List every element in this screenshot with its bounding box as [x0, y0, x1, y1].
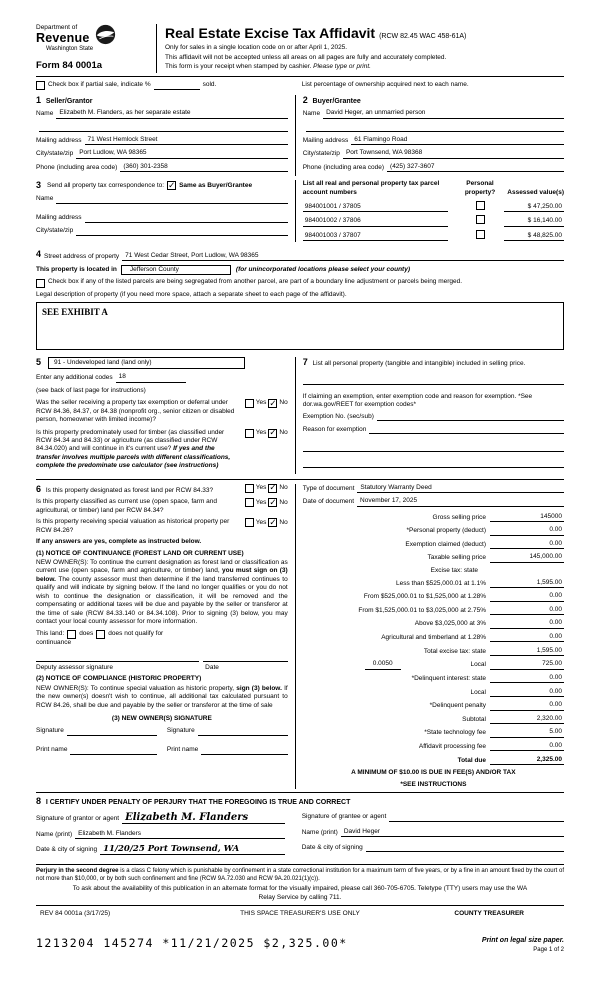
continuance-qualify-row — [36, 630, 288, 639]
buyer-phone-field[interactable]: (425) 327-3607 — [387, 163, 564, 172]
grantee-printname-label: Name (print) — [301, 828, 338, 836]
form-title-rcw: (RCW 82.45 WAC 458-61A) — [379, 33, 467, 40]
exemption-deduct-field[interactable]: 0.00 — [490, 540, 564, 549]
parcel-2-personal-checkbox[interactable] — [476, 215, 485, 224]
tech-fee-field[interactable]: 5.00 — [490, 728, 564, 737]
section7-number: 7 — [302, 356, 308, 367]
corr-mailing-label: Mailing address — [36, 214, 82, 222]
notice2-body-c: If the new owner(s) doesn't wish to continue, all additional tax calculated pursuant to RCW 84.26, shall be due and payable by the seller or transferor at the time of sale — [36, 684, 288, 709]
corr-name-label: Name — [36, 195, 54, 203]
s5-q2-text-b: If yes and the transfer involves multiple parcels with different classifications, complete the predominate use calculator (see instructions) — [36, 445, 231, 470]
legal-size-note: Print on legal size paper. — [481, 937, 564, 945]
s6-q3-no-checkbox[interactable] — [268, 518, 277, 527]
new-owner-printname-1-field[interactable] — [70, 746, 156, 755]
section3-number: 3 — [36, 180, 42, 191]
tier4-field[interactable]: 0.00 — [490, 619, 564, 628]
gross-field[interactable]: 145000 — [490, 513, 564, 522]
header-note-2: This affidavit will not be accepted unless all areas on all pages are fully and accurately completed. — [165, 53, 447, 61]
corr-city-field[interactable] — [76, 227, 288, 236]
partial-sale-checkbox[interactable] — [36, 81, 45, 90]
tax-row-delinq-int-state — [303, 674, 564, 683]
tier2-label: From $525,000.01 to $1,525,000 at 1.28% — [363, 593, 486, 601]
alt-format-note: To ask about the availability of this publication in an alternate format for the visually impaired, please call 360-705-6705. Teletype (TTY) users may use the WA Relay Service by calling 711. — [72, 885, 528, 901]
segregated-label: Check box if any of the listed parcels are being segregated from another parcel, are part of a boundary line adjustment or parcels being merged. — [48, 278, 463, 286]
land-does-qualify-checkbox[interactable] — [67, 630, 76, 639]
exemption-no-field[interactable] — [377, 412, 564, 421]
new-owner-signature-row — [36, 727, 288, 736]
notice1-body-c: The county assessor must then determine if the land transferred continues to qualify and will indicate by signing below. If the land no longer qualifies or you do not wish to continue the designation or classification, it will be removed and the compensating or additional taxes will be due and payable by the seller or transferor at the time of sale (RCW 84.33.140 or 84.34.108). Prior to signing (3) below, you may contact your local county assessor for more information. — [36, 575, 288, 626]
no-label: No — [279, 498, 288, 506]
form-header — [36, 24, 564, 73]
tax-row-delinq-int-local — [303, 688, 564, 697]
s6-q1-label: Is this property designated as forest land per RCW 84.33? — [45, 486, 214, 494]
delinq-int-local-field[interactable]: 0.00 — [490, 688, 564, 697]
seller-city-label: City/state/zip — [36, 150, 74, 158]
reason-label: Reason for exemption — [302, 426, 367, 434]
section6-number: 6 — [36, 483, 42, 494]
dept-text — [36, 24, 93, 53]
print-name-label: Print name — [166, 746, 199, 754]
s6-q2-no-checkbox[interactable] — [268, 498, 277, 507]
total-state-label: Total excise tax: state — [423, 647, 486, 655]
grantor-printname-field[interactable]: Elizabeth M. Flanders — [75, 830, 285, 839]
form-title: Real Estate Excise Tax Affidavit — [165, 25, 376, 41]
grantee-date-field[interactable] — [366, 843, 564, 852]
tier3-label: From $1,525,000.01 to $3,025,000 at 2.75% — [358, 606, 486, 614]
parcel-value-field[interactable]: $ 16,140.00 — [504, 217, 564, 226]
county-note: (for unincorporated locations please select your county) — [235, 266, 410, 274]
property-section — [36, 249, 564, 350]
seller-name-field[interactable]: Elizabeth M. Flanders, as her separate estate — [56, 109, 287, 118]
county-treasurer-label: COUNTY TREASURER — [454, 910, 524, 918]
no-label: No — [279, 483, 288, 491]
correspondence-section — [36, 180, 295, 242]
does-label: does — [79, 629, 94, 637]
seller-phone-field[interactable]: (360) 301-2358 — [120, 163, 287, 172]
buyer-section — [295, 95, 564, 176]
use-code-personal-property-row — [36, 357, 564, 474]
section8-number: 8 — [36, 796, 42, 807]
footer-info-row — [36, 910, 564, 920]
buyer-mailing-label: Mailing address — [302, 136, 349, 144]
yes-label: Yes — [255, 498, 267, 506]
certification-section — [36, 792, 564, 859]
new-owner-printname-row — [36, 746, 288, 755]
if-yes-note: If any answers are yes, complete as instructed below. — [36, 538, 202, 546]
subtotal-label: Subtotal — [462, 715, 486, 723]
print-name-label: Print name — [36, 746, 68, 754]
treasurer-stamp-row — [36, 936, 564, 955]
tax-row-exemption — [303, 540, 564, 549]
delinq-int-local-label: Local — [470, 688, 486, 696]
partial-sale-percent-field[interactable] — [154, 82, 200, 90]
yes-label: Yes — [255, 483, 267, 491]
tax-row-subtotal — [303, 715, 564, 724]
parcel-col2-header: Personal property? — [464, 180, 496, 196]
perjury-note-rest: is a class C felony which is punishable by confinement in a state correctional institution for a maximum term of five years, or by a fine in an amount fixed by the court of not more than $10,000, or by both such confinement and fine (RCW 9A.72.030 and RCW 9A.20.021(1)(c)). — [36, 867, 565, 882]
gross-label: Gross selling price — [432, 513, 486, 521]
header-note-3b: Please type or print. — [313, 63, 371, 71]
tax-row-total-due — [303, 756, 564, 765]
no-label: No — [279, 428, 288, 436]
delinq-int-state-label: *Delinquent interest: state — [411, 674, 486, 682]
processing-fee-label: Affidavit processing fee — [418, 743, 486, 751]
s6-q1-no-checkbox[interactable] — [268, 484, 277, 493]
parcel-col1-header: List all real and personal property tax parcel account numbers — [302, 180, 440, 196]
buyer-city-label: City/state/zip — [302, 150, 340, 158]
title-block — [156, 24, 564, 73]
s6-q2-text: Is this property classified as current use (open space, farm and agricultural, or timber) land per RCW 84.34? — [36, 498, 218, 514]
footer-divider-2 — [36, 905, 564, 906]
corr-mailing-field[interactable] — [85, 214, 288, 223]
land-does-not-qualify-checkbox[interactable] — [96, 630, 105, 639]
s6-q1-yes-checkbox[interactable] — [245, 484, 254, 493]
new-owner-signature-1-field[interactable] — [67, 727, 157, 736]
parcel-col3-header: Assessed value(s) — [507, 188, 564, 196]
taxable-label: Taxable selling price — [427, 554, 486, 562]
treasurer-stamp: 1213204 145274 *11/21/2025 $2,325.00* — [36, 936, 348, 951]
parcel-row — [303, 213, 564, 227]
parcel-value-field[interactable]: $ 48,825.00 — [504, 232, 564, 241]
subtotal-field[interactable]: 2,320.00 — [490, 715, 564, 724]
parties-row — [36, 95, 564, 176]
s6-q2-yes-checkbox[interactable] — [245, 498, 254, 507]
same-as-buyer-checkbox[interactable] — [167, 181, 176, 190]
grantor-printname-label: Name (print) — [36, 830, 73, 838]
delinq-penalty-label: *Delinquent penalty — [429, 702, 486, 710]
tax-row-tier1 — [303, 579, 564, 588]
header-note-1: Only for sales in a single location code on or after April 1, 2025. — [165, 44, 348, 52]
buyer-mailing-field[interactable]: 61 Flamingo Road — [351, 136, 564, 145]
additional-codes-label: Enter any additional codes — [36, 374, 113, 382]
processing-fee-field[interactable]: 0.00 — [490, 742, 564, 751]
new-owner-signature-2-field[interactable] — [198, 727, 288, 736]
rev-number: REV 84 0001a (3/17/25) — [40, 910, 111, 918]
notice2-body-a: NEW OWNER(S): To continue special valuation as historic property, — [36, 684, 235, 692]
section4-number: 4 — [36, 249, 42, 260]
street-address-field[interactable]: 71 West Cedar Street, Port Ludlow, WA 98365 — [122, 252, 564, 261]
header-note-3 — [165, 63, 564, 71]
tier2-field[interactable]: 0.00 — [490, 592, 564, 601]
header-divider — [36, 76, 564, 77]
total-due-field[interactable]: 2,325.00 — [490, 756, 564, 765]
personal-property-section — [295, 357, 564, 474]
exemption-no-label: Exemption No. (sec/sub) — [302, 413, 374, 421]
footer-divider-1 — [36, 864, 564, 865]
parcel-row — [303, 228, 564, 242]
designation-section — [36, 484, 295, 789]
tax-row-agri — [303, 633, 564, 642]
s6-q1-text — [36, 484, 245, 496]
dept-of-label: Department of — [36, 24, 78, 31]
yes-label: Yes — [255, 399, 267, 407]
located-in-label: This property is located in — [36, 266, 117, 274]
section2-number: 2 — [302, 94, 308, 105]
parcel-table — [303, 180, 564, 242]
tax-row-delinq-penalty — [303, 701, 564, 710]
grantor-signature-field[interactable]: Elizabeth M. Flanders — [122, 813, 285, 824]
delinq-int-state-field[interactable]: 0.00 — [490, 674, 564, 683]
no-label: No — [279, 399, 288, 407]
s5-q2-text — [36, 429, 245, 471]
parcel-3-personal-checkbox[interactable] — [476, 230, 485, 239]
section5-number: 5 — [36, 357, 42, 368]
tax-row-taxable — [303, 553, 564, 562]
deputy-date-label: Date — [205, 663, 219, 671]
tax-row-local — [303, 660, 564, 669]
correspondence-parcels-row — [36, 180, 564, 242]
seller-city-field[interactable]: Port Ludlow, WA 98365 — [76, 149, 288, 158]
reason-extra-line-1[interactable] — [303, 438, 564, 452]
tier3-field[interactable]: 0.00 — [490, 606, 564, 615]
buyer-name-label: Name — [302, 110, 321, 118]
no-label: No — [279, 518, 288, 526]
does-not-label: does not qualify for — [108, 629, 164, 637]
legal-description-field[interactable]: SEE EXHIBIT A — [36, 302, 564, 350]
section1-number: 1 — [36, 94, 42, 105]
deputy-signature-field[interactable] — [36, 653, 199, 662]
notice3-title: (3) NEW OWNER(S) SIGNATURE — [111, 715, 212, 723]
deputy-signature-label: Deputy assessor signature — [36, 663, 113, 671]
personal-deduct-label: *Personal property (deduct) — [406, 527, 486, 535]
s5-q2-text-a: Is this property predominately used for timber (as classified under RCW 84.34 and 84.33) or agriculture (as classified under RCW 84.34.020) and will continue in it's current use? — [36, 428, 225, 453]
seller-name-label: Name — [36, 110, 54, 118]
s6-q3-yes-checkbox[interactable] — [245, 518, 254, 527]
tier4-label: Above $3,025,000 at 3% — [414, 620, 486, 628]
grantee-printname-field[interactable]: David Heger — [341, 828, 564, 837]
local-rate-field[interactable]: 0.0050 — [365, 660, 401, 669]
doc-type-field[interactable]: Statutory Warranty Deed — [357, 484, 564, 493]
doc-type-label: Type of document — [302, 484, 355, 492]
certify-statement: I CERTIFY UNDER PENALTY OF PERJURY THAT THE FOREGOING IS TRUE AND CORRECT — [45, 799, 351, 807]
form-number: Form 84 0001a — [36, 60, 103, 72]
grantee-date-label: Date & city of signing — [301, 843, 363, 851]
s5-q1-no-checkbox[interactable] — [268, 399, 277, 408]
additional-codes-field[interactable]: 18 — [116, 373, 186, 382]
deputy-assessor-labels — [36, 664, 288, 672]
continuance-label: continuance — [36, 638, 72, 646]
land-use-section — [36, 357, 295, 474]
seller-mailing-label: Mailing address — [36, 136, 82, 144]
total-due-label: Total due — [457, 756, 486, 764]
tax-row-tech-fee — [303, 728, 564, 737]
tax-row-total-state — [303, 647, 564, 656]
additional-codes-note: (see back of last page for instructions) — [36, 386, 146, 394]
new-owner-printname-2-field[interactable] — [201, 746, 287, 755]
yes-label: Yes — [255, 518, 267, 526]
seller-phone-label: Phone (including area code) — [36, 163, 118, 171]
deputy-date-field[interactable] — [203, 653, 288, 662]
section1-title: Seller/Grantor — [45, 97, 93, 105]
notice1-body-a: NEW OWNER(S): To continue the current designation as forest land or classification as current use (open space, farm and agriculture, or timber) land, — [36, 559, 288, 575]
perjury-note — [36, 868, 564, 884]
signature-label: Signature — [36, 727, 64, 735]
notice2-body-b: sign (3) below. — [236, 684, 282, 692]
deputy-assessor-row — [36, 653, 288, 662]
exemption-deduct-label: Exemption claimed (deduct) — [405, 540, 486, 548]
excise-state-header: Excise tax: state — [430, 567, 478, 575]
s6-q3-text: Is this property receiving special valuation as historical property per RCW 84.26? — [36, 518, 230, 534]
seller-mailing-field[interactable]: 71 West Hemlock Street — [85, 136, 288, 145]
tax-computation-section — [295, 484, 564, 789]
street-address-label: Street address of property — [44, 252, 120, 260]
minimum-due-note: A MINIMUM OF $10.00 IS DUE IN FEE(S) AND/OR TAX — [351, 769, 516, 777]
notice1-body — [36, 559, 288, 627]
grantor-date-label: Date & city of signing — [36, 846, 98, 854]
corr-name-field[interactable] — [56, 195, 287, 204]
local-label: Local — [470, 661, 486, 669]
s5-q1-text: Was the seller receiving a property tax exemption or deferral under RCW 84.36, 84.37, or 84.38 (nonprofit org., senior citizen or disabled person, homeowner with limited income)? — [36, 399, 235, 424]
parcel-number-field[interactable]: 984001003 / 37807 — [303, 232, 448, 241]
correspondence-label: Send all property tax correspondence to: — [47, 181, 165, 189]
same-as-buyer-label: Same as Buyer/Grantee — [179, 181, 253, 189]
agri-field[interactable]: 0.00 — [490, 633, 564, 642]
grantor-sig-label: Signature of grantor or agent — [36, 815, 120, 823]
see-instructions-note: *SEE INSTRUCTIONS — [400, 780, 467, 788]
signature-label: Signature — [166, 727, 195, 735]
revenue-label: Revenue — [36, 31, 90, 46]
agri-label: Agricultural and timberland at 1.28% — [381, 634, 486, 642]
grantee-sig-label: Signature of grantee or agent — [301, 813, 387, 821]
tech-fee-label: *State technology fee — [424, 729, 486, 737]
tax-row-processing-fee — [303, 742, 564, 751]
grantee-signature-field[interactable] — [389, 813, 564, 822]
yes-label: Yes — [255, 428, 267, 436]
tier1-label: Less than $525,000.01 at 1.1% — [396, 579, 486, 587]
this-land-label: This land: — [36, 629, 65, 637]
corr-city-label: City/state/zip — [36, 227, 74, 235]
parcel-number-field[interactable]: 984001002 / 37806 — [303, 217, 448, 226]
tax-row-personal — [303, 526, 564, 535]
delinq-penalty-field[interactable]: 0.00 — [490, 701, 564, 710]
partial-sale-label: Check box if partial sale, indicate % — [48, 81, 151, 89]
treasurer-space-label: THIS SPACE TREASURER'S USE ONLY — [240, 910, 360, 918]
segregated-checkbox[interactable] — [36, 279, 45, 288]
buyer-city-field[interactable]: Port Townsend, WA 98368 — [343, 149, 564, 158]
parcel-value-field[interactable]: $ 47,250.00 — [504, 203, 564, 212]
buyer-name-field[interactable]: David Heger, an unmarried person — [323, 109, 564, 118]
notice1-title: (1) NOTICE OF CONTINUANCE (FOREST LAND OR CURRENT USE) — [36, 549, 244, 557]
designation-tax-row — [36, 479, 564, 789]
personal-property-field[interactable] — [303, 371, 564, 385]
seller-name2-field[interactable] — [39, 123, 288, 132]
grantor-certify-col — [36, 813, 295, 859]
tax-row-tier2 — [303, 592, 564, 601]
exemption-note: If claiming an exemption, enter exemption code and reason for exemption. *See dor.wa.gov/REET for exemption codes* — [302, 392, 533, 409]
buyer-name2-field[interactable] — [306, 123, 564, 132]
tax-row-gross — [303, 513, 564, 522]
tax-row-tier3 — [303, 606, 564, 615]
notice1-body-b: you must sign on (3) below. — [36, 567, 288, 583]
county-select[interactable]: Jefferson County — [121, 265, 231, 275]
grantee-certify-col — [295, 813, 564, 859]
ownership-note: List percentage of ownership acquired next to each name. — [301, 81, 469, 89]
s5-q2-no-checkbox[interactable] — [268, 429, 277, 438]
grantor-date-field[interactable]: 11/20/25 Port Townsend, WA — [100, 845, 285, 855]
parcel-table-section — [295, 180, 564, 242]
notice2-title: (2) NOTICE OF COMPLIANCE (HISTORIC PROPERTY) — [36, 675, 202, 683]
seller-section — [36, 95, 295, 176]
print-notes — [482, 936, 564, 955]
reason-field[interactable] — [369, 425, 564, 434]
s5-q1-yes-checkbox[interactable] — [245, 399, 254, 408]
partial-sale-row — [36, 81, 564, 90]
tier1-field[interactable]: 1,595.00 — [490, 579, 564, 588]
local-field[interactable]: 725.00 — [490, 660, 564, 669]
washington-state-label: Washington State — [46, 45, 94, 52]
parcel-1-personal-checkbox[interactable] — [476, 201, 485, 210]
dor-logo-icon — [95, 24, 116, 45]
reason-extra-line-2[interactable] — [303, 454, 564, 468]
perjury-note-bold: Perjury in the second degree — [36, 867, 119, 874]
personal-property-label: List all personal property (tangible and intangible) included in selling price. — [312, 359, 526, 367]
page-number: Page 1 of 2 — [533, 947, 564, 954]
section2-title: Buyer/Grantee — [312, 97, 361, 105]
notice2-body — [36, 685, 288, 710]
parcel-number-field[interactable]: 984001001 / 37805 — [303, 203, 448, 212]
doc-date-label: Date of document — [302, 498, 355, 506]
land-use-code-field[interactable]: 91 - Undeveloped land (land only) — [48, 357, 245, 369]
dor-branding — [36, 24, 156, 73]
parcel-row — [303, 199, 564, 213]
doc-date-field[interactable]: November 17, 2025 — [357, 497, 564, 506]
personal-deduct-field[interactable]: 0.00 — [490, 526, 564, 535]
sold-label: sold. — [202, 81, 217, 89]
total-state-field[interactable]: 1,595.00 — [490, 647, 564, 656]
tax-row-tier4 — [303, 619, 564, 628]
taxable-field[interactable]: 145,000.00 — [490, 553, 564, 562]
s5-q2-yes-checkbox[interactable] — [245, 429, 254, 438]
legal-description-label: Legal description of property (if you need more space, attach a separate sheet to each page of the affidavit). — [36, 291, 347, 299]
buyer-phone-label: Phone (including area code) — [302, 163, 385, 171]
header-note-3a: This form is your receipt when stamped by cashier. — [165, 63, 312, 71]
